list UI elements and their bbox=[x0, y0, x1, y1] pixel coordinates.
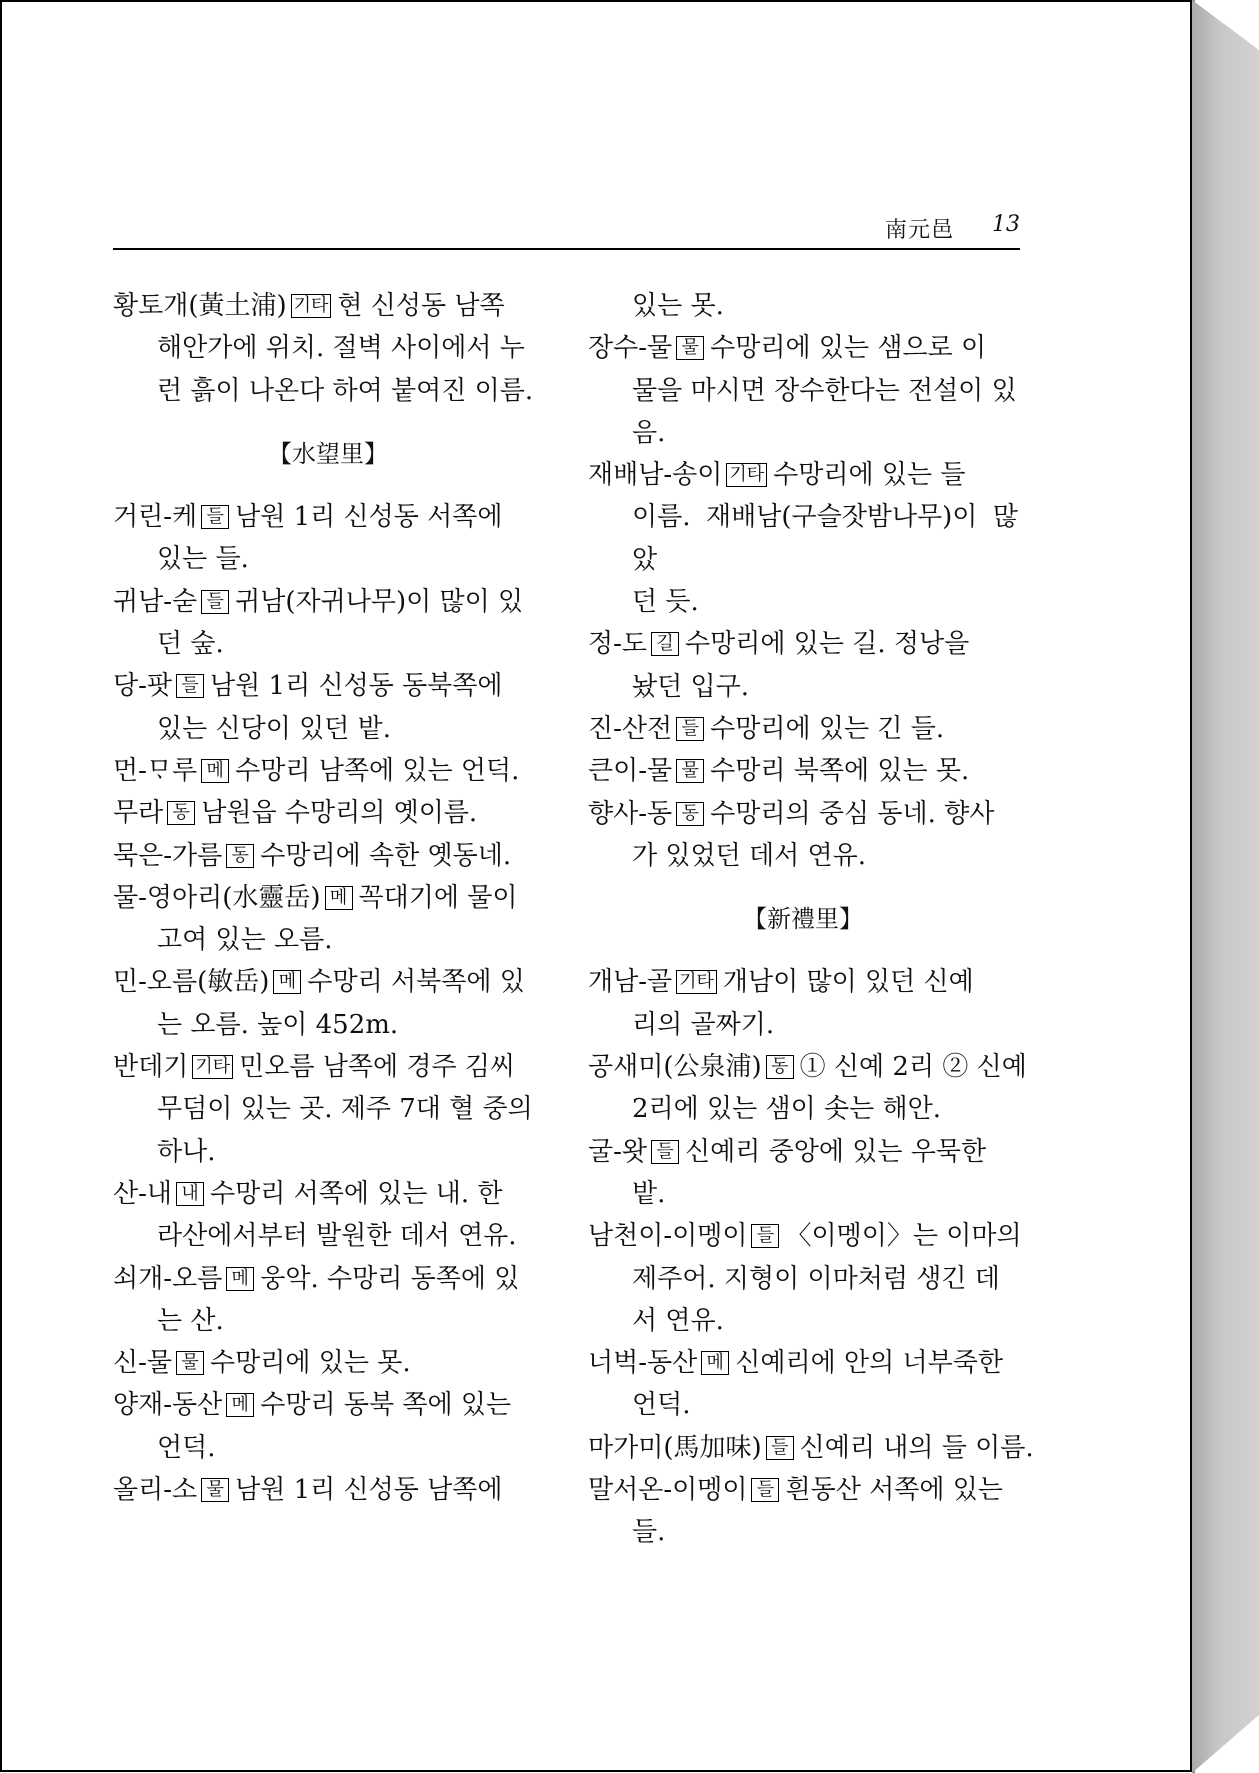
category-tag: 기타 bbox=[726, 463, 767, 487]
entry-term: 묵은-가름 bbox=[113, 840, 223, 871]
entry-definition: 웅악. 수망리 동쪽에 있 bbox=[260, 1263, 520, 1294]
entry-first-line bbox=[113, 1342, 543, 1384]
entry-definition: 수망리 북쪽에 있는 못. bbox=[710, 756, 970, 787]
entry-continuation-line: 있는 못. bbox=[632, 291, 724, 321]
entry-first-line bbox=[113, 877, 543, 919]
entry-first-line bbox=[588, 1342, 1018, 1384]
entry-term: 남천이-이멩이 bbox=[588, 1221, 748, 1252]
entry-term: 공새미(公泉浦) bbox=[588, 1052, 762, 1083]
entry-definition: 수망리의 중심 동네. 향사 bbox=[710, 798, 995, 829]
category-tag: 들 bbox=[766, 1436, 794, 1460]
dictionary-entry bbox=[113, 496, 543, 581]
entry-first-line bbox=[588, 708, 1018, 750]
entry-first-line bbox=[588, 1131, 1018, 1173]
category-tag: 메 bbox=[201, 759, 229, 783]
dictionary-entry bbox=[113, 835, 543, 877]
entry-term: 민-오름(敏岳) bbox=[113, 967, 270, 998]
category-tag: 들 bbox=[176, 674, 204, 698]
entry-continuation-line: 물을 마시면 장수한다는 전설이 있 bbox=[632, 375, 1017, 406]
dictionary-entry bbox=[588, 708, 1018, 750]
entry-first-line bbox=[588, 1046, 1027, 1088]
category-tag: 물 bbox=[176, 1351, 204, 1375]
entry-definition: 남원읍 수망리의 옛이름. bbox=[201, 798, 478, 829]
entry-term: 반데기 bbox=[113, 1052, 189, 1083]
entry-first-line bbox=[113, 835, 543, 877]
entry-first-line bbox=[588, 1215, 1022, 1257]
category-tag: 들 bbox=[651, 1140, 679, 1164]
category-tag: 기타 bbox=[676, 970, 717, 994]
entry-first-line bbox=[113, 1173, 543, 1215]
entry-continuation-line: 밭. bbox=[632, 1178, 666, 1209]
dictionary-entry bbox=[113, 1173, 543, 1258]
category-tag: 들 bbox=[201, 505, 229, 529]
entry-continuation-line: 언덕. bbox=[632, 1390, 691, 1421]
entry-first-line bbox=[113, 1046, 543, 1088]
dictionary-entry bbox=[113, 750, 543, 792]
entry-definition: 남원 1리 신성동 서쪽에 bbox=[235, 502, 503, 533]
dictionary-entry bbox=[588, 793, 1018, 878]
entry-definition: 수망리에 있는 못. bbox=[210, 1348, 411, 1379]
entry-definition: 수망리 서쪽에 있는 내. 한 bbox=[210, 1178, 503, 1209]
entry-definition: 민오름 남쪽에 경주 김씨 bbox=[239, 1052, 516, 1083]
entry-term: 큰이-물 bbox=[588, 756, 673, 787]
dictionary-entry bbox=[113, 961, 543, 1046]
page-stack-edge bbox=[1192, 0, 1259, 1773]
entry-term: 양재-동산 bbox=[113, 1390, 223, 1421]
entry-continuation-line: 서 연유. bbox=[632, 1305, 724, 1336]
entry-continuation-line: 는 오름. 높이 452m. bbox=[157, 1009, 399, 1040]
entry-term: 굴-왓 bbox=[588, 1136, 648, 1167]
dictionary-entry bbox=[113, 877, 543, 962]
entry-continuation-line: 고여 있는 오름. bbox=[157, 925, 333, 956]
entry-term: 정-도 bbox=[588, 629, 648, 660]
entry-continuation-line: 음. bbox=[632, 417, 666, 448]
entry-definition: 개남이 많이 있던 신예 bbox=[722, 967, 974, 998]
category-tag: 동 bbox=[766, 1055, 794, 1079]
entry-first-line bbox=[588, 750, 1018, 792]
category-tag: 들 bbox=[676, 717, 704, 741]
dictionary-entry bbox=[588, 623, 1018, 708]
entry-definition: 흰동산 서쪽에 있는 bbox=[785, 1475, 1003, 1506]
category-tag: 물 bbox=[676, 759, 704, 783]
dictionary-entry bbox=[113, 1469, 543, 1511]
dictionary-entry bbox=[588, 454, 1018, 623]
entry-first-line bbox=[113, 285, 543, 327]
entry-continuation-line: 던 듯. bbox=[632, 587, 699, 618]
entry-definition: 수망리에 있는 길. 정낭을 bbox=[685, 629, 970, 660]
entry-definition: 현 신성동 남쪽 bbox=[337, 291, 505, 321]
section-heading: 【新禮里】 bbox=[743, 905, 863, 934]
entry-first-line bbox=[113, 792, 543, 834]
entry-continuation-line: 는 산. bbox=[157, 1305, 224, 1336]
entry-continuation-line: 제주어. 지형이 이마처럼 생긴 데 bbox=[632, 1263, 1000, 1294]
dictionary-entry bbox=[588, 1427, 1034, 1469]
entry-definition: 수망리에 있는 샘으로 이 bbox=[710, 333, 987, 364]
dictionary-entry bbox=[113, 581, 543, 666]
dictionary-entry bbox=[113, 792, 543, 834]
dictionary-entry bbox=[113, 1342, 543, 1384]
category-tag: 메 bbox=[701, 1351, 729, 1375]
right-column bbox=[588, 285, 1034, 1554]
entry-continuation-line: 리의 골짜기. bbox=[632, 1009, 775, 1040]
entry-term: 개남-골 bbox=[588, 967, 673, 998]
entry-definition: 신예리 중앙에 있는 우묵한 bbox=[685, 1136, 987, 1167]
entry-definition: ① 신예 2리 ② 신예 bbox=[799, 1052, 1027, 1083]
dictionary-entry bbox=[113, 1258, 543, 1343]
category-tag: 들 bbox=[201, 590, 229, 614]
dictionary-entry bbox=[588, 1131, 1018, 1216]
entry-term: 거린-케 bbox=[113, 502, 198, 533]
entry-first-line bbox=[113, 665, 543, 707]
entry-definition: 수망리에 있는 긴 들. bbox=[710, 713, 945, 744]
category-tag: 내 bbox=[176, 1182, 204, 1206]
entry-term: 산-내 bbox=[113, 1178, 173, 1209]
entry-definition: 수망리 서북쪽에 있 bbox=[307, 967, 525, 998]
left-column bbox=[113, 285, 543, 1511]
entry-term: 당-팟 bbox=[113, 671, 173, 702]
entry-continuation-line: 가 있었던 데서 연유. bbox=[632, 840, 866, 871]
entry-continuation-line: 던 숲. bbox=[157, 629, 224, 660]
section-heading: 【水望里】 bbox=[268, 439, 388, 468]
entry-term: 귀남-숟 bbox=[113, 586, 198, 617]
entry-definition: 신예리에 안의 너부죽한 bbox=[735, 1348, 1003, 1379]
dictionary-entry bbox=[588, 750, 1018, 792]
entry-term: 무라 bbox=[113, 798, 164, 829]
entry-continuation-line: 있는 신당이 있던 밭. bbox=[157, 713, 391, 744]
entry-term: 먼-ᄆᆞ루 bbox=[113, 755, 198, 786]
entry-term: 올리-소 bbox=[113, 1475, 198, 1506]
entry-continuation-line: 언덕. bbox=[157, 1432, 216, 1463]
category-tag: 길 bbox=[651, 632, 679, 656]
entry-definition: 신예리 내의 들 이름. bbox=[799, 1432, 1034, 1463]
entry-continuation-line: 있는 들. bbox=[157, 544, 249, 575]
entry-first-line bbox=[113, 1384, 543, 1426]
entry-definition: 남원 1리 신성동 남쪽에 bbox=[235, 1475, 503, 1506]
entry-definition: 수망리에 속한 옛동네. bbox=[260, 840, 512, 871]
entry-term: 쇠개-오름 bbox=[113, 1263, 223, 1294]
category-tag: 물 bbox=[676, 336, 704, 360]
entry-definition: 남원 1리 신성동 동북쪽에 bbox=[210, 671, 503, 702]
entry-first-line bbox=[113, 750, 543, 792]
category-tag: 기타 bbox=[192, 1055, 233, 1079]
category-tag: 들 bbox=[751, 1224, 779, 1248]
entry-definition: 〈이멩이〉는 이마의 bbox=[785, 1221, 1022, 1252]
entry-continuation-line: 놨던 입구. bbox=[632, 671, 749, 702]
entry-definition: 귀남(자귀나무)이 많이 있 bbox=[235, 586, 524, 617]
category-tag: 들 bbox=[751, 1478, 779, 1502]
entry-first-line bbox=[588, 454, 1018, 496]
entry-continuation-line: 런 흙이 나온다 하여 붙여진 이름. bbox=[157, 375, 534, 406]
entry-term: 향사-동 bbox=[588, 798, 673, 829]
entry-first-line bbox=[113, 961, 543, 1003]
entry-first-line bbox=[113, 1469, 543, 1511]
entry-definition: 수망리 동북 쪽에 있는 bbox=[260, 1390, 512, 1421]
dictionary-entry bbox=[588, 1046, 1027, 1131]
entry-continuation-line: 무덤이 있는 곳. 제주 7대 혈 중의 bbox=[157, 1094, 533, 1125]
category-tag: 물 bbox=[201, 1478, 229, 1502]
category-tag: 동 bbox=[676, 802, 704, 826]
entry-continuation-line: 라산에서부터 발원한 데서 연유. bbox=[157, 1221, 517, 1252]
dictionary-entry bbox=[113, 1046, 543, 1173]
entry-first-line bbox=[588, 623, 1018, 665]
dictionary-entry bbox=[113, 665, 543, 750]
dictionary-entry bbox=[113, 285, 543, 412]
entry-first-line bbox=[588, 1427, 1034, 1469]
entry-first-line bbox=[588, 961, 1018, 1003]
dictionary-entry bbox=[588, 327, 1018, 454]
entry-first-line bbox=[588, 327, 1018, 369]
dictionary-entry bbox=[588, 1342, 1018, 1427]
dictionary-entry bbox=[588, 1215, 1022, 1342]
entry-continuation-line: 2리에 있는 샘이 솟는 해안. bbox=[632, 1094, 942, 1125]
entry-term: 너벅-동산 bbox=[588, 1348, 698, 1379]
category-tag: 메 bbox=[273, 970, 301, 994]
entry-first-line bbox=[588, 1469, 1018, 1511]
entry-first-line bbox=[113, 581, 543, 623]
entry-term: 진-산전 bbox=[588, 713, 673, 744]
entry-term: 마가미(馬加味) bbox=[588, 1432, 762, 1463]
entry-term: 재배남-송이 bbox=[588, 460, 723, 491]
header-title: 南元邑 bbox=[884, 218, 954, 243]
category-tag: 메 bbox=[325, 886, 353, 910]
dictionary-entry bbox=[588, 1469, 1018, 1554]
dictionary-entry bbox=[588, 961, 1018, 1046]
category-tag: 동 bbox=[226, 844, 254, 868]
entry-continuation-line: 이름. 재배남(구슬잣밤나무)이 많았 bbox=[632, 502, 1018, 575]
entry-continuation-line: 해안가에 위치. 절벽 사이에서 누 bbox=[157, 333, 525, 364]
entry-term: 장수-물 bbox=[588, 333, 673, 364]
page-number: 13 bbox=[992, 212, 1020, 237]
entry-first-line bbox=[113, 496, 543, 538]
category-tag: 메 bbox=[226, 1393, 254, 1417]
dictionary-entry bbox=[113, 1384, 543, 1469]
entry-term: 황토개(黃土浦) bbox=[113, 291, 287, 321]
entry-term: 물-영아리(水靈岳) bbox=[113, 882, 321, 913]
entry-first-line bbox=[588, 793, 1018, 835]
entry-first-line bbox=[113, 1258, 543, 1300]
entry-term: 말서온-이멩이 bbox=[588, 1475, 748, 1506]
category-tag: 기타 bbox=[291, 294, 332, 318]
running-header bbox=[113, 210, 1020, 250]
category-tag: 메 bbox=[226, 1267, 254, 1291]
entry-continuation-line: 들. bbox=[632, 1517, 666, 1548]
entry-continuation-line: 하나. bbox=[157, 1136, 216, 1167]
dictionary-entry bbox=[588, 285, 1018, 327]
entry-definition: 수망리 남쪽에 있는 언덕. bbox=[235, 755, 520, 786]
entry-term: 신-물 bbox=[113, 1348, 173, 1379]
category-tag: 동 bbox=[167, 801, 195, 825]
entry-definition: 수망리에 있는 들 bbox=[773, 460, 966, 491]
entry-definition: 꼭대기에 물이 bbox=[358, 882, 518, 913]
